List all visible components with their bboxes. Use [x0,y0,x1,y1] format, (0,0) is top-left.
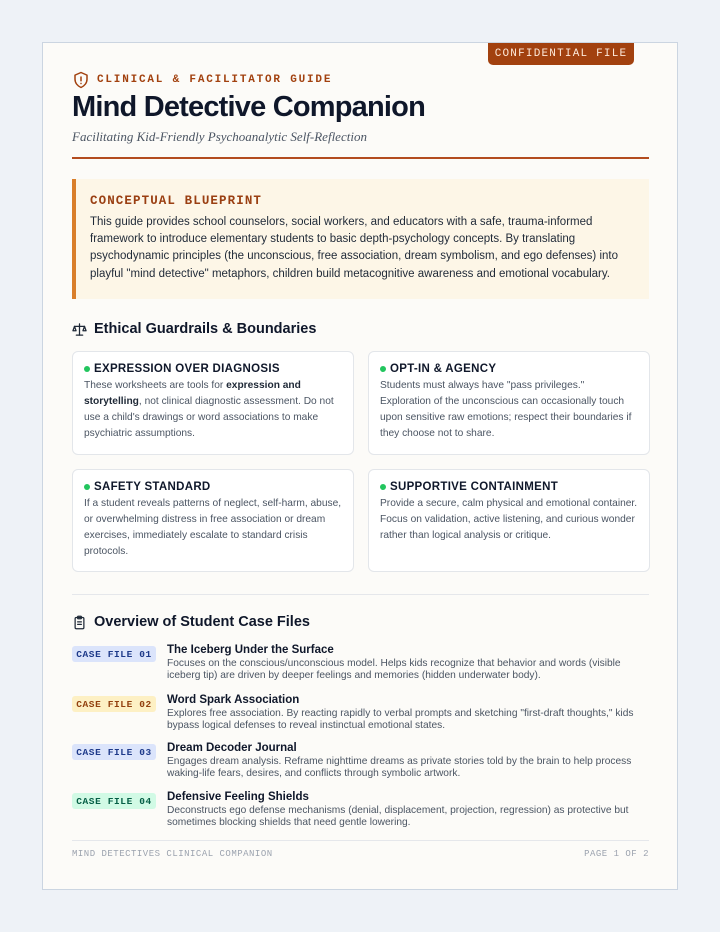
scales-icon [72,322,87,337]
shield-alert-icon [72,71,90,89]
status-dot [84,366,90,372]
page-footer [72,840,649,859]
status-dot [84,484,90,490]
footer-title: MIND DETECTIVES CLINICAL COMPANION [72,849,273,859]
guardrails-heading-label: Ethical Guardrails & Boundaries [94,321,317,337]
cases-heading-label: Overview of Student Case Files [94,614,310,630]
title-rule [72,157,649,159]
guardrail-card-title-row [84,481,342,493]
guardrail-card-body: Students must always have "pass privileges." Exploration of the unconscious can occasionally touch upon sensitive raw emotions; respect their boundaries if they choose not to share. [380,380,632,439]
status-dot [380,484,386,490]
guardrail-card-body-text: , not clinical diagnostic assessment. Do not use a child's drawings or word associations to make psychiatric assumptions. [84,396,334,439]
case-file-badge: CASE FILE 01 [72,646,156,662]
guardrail-card-body-emphasis: expression and storytelling [84,380,301,407]
case-file-item [72,791,649,831]
guardrail-card-title: OPT-IN & AGENCY [390,363,497,375]
page-subtitle: Facilitating Kid-Friendly Psychoanalytic Self-Reflection [72,129,367,144]
cases-heading [72,614,310,630]
page-title: Mind Detective Companion [72,91,425,123]
case-file-description: Explores free association. By reacting rapidly to verbal prompts and sketching "first-draft thoughts," kids bypass logical defenses to reveal instinctual emotional states. [167,708,634,732]
blueprint-body: This guide provides school counselors, social workers, and educators with a safe, trauma-informed framework to introduce elementary students to basic depth-psychology concepts. By translating psychodynamic principles (the unconscious, free association, dream symbolism, and ego defenses) into playful "mind detective" metaphors, children build metacognitive awareness and emotional vocabulary. [90,216,618,280]
blueprint-heading: CONCEPTUAL BLUEPRINT [90,194,263,208]
clipboard-icon [72,615,87,630]
confidential-tab: CONFIDENTIAL FILE [488,43,634,65]
guardrail-card [72,351,354,455]
case-file-badge: CASE FILE 02 [72,696,156,712]
case-file-title: Dream Decoder Journal [167,742,297,754]
case-file-description: Deconstructs ego defense mechanisms (denial, displacement, projection, regression) as protective but sometimes blocking shields that need gentle lowering. [167,805,629,829]
guardrail-card-body [84,378,342,442]
case-file-title: The Iceberg Under the Surface [167,644,334,656]
eyebrow [72,71,332,89]
guardrail-card-body: If a student reveals patterns of neglect, self-harm, abuse, or overwhelming distress in free association or dream exercises, immediately escalate to standard crisis protocols. [84,498,342,557]
document-page [42,42,678,890]
case-file-title: Defensive Feeling Shields [167,791,309,803]
case-file-description: Engages dream analysis. Reframe nighttime dreams as private stories told by the brain to help process waking-life fears, desires, and conflicts through symbolic artwork. [167,756,632,780]
guardrail-card-body-text: These worksheets are tools for [84,380,227,391]
guardrail-card-title: SUPPORTIVE CONTAINMENT [390,481,559,493]
page-number: PAGE 1 OF 2 [584,849,649,859]
case-file-badge: CASE FILE 04 [72,793,156,809]
guardrail-card-title-row [84,363,342,375]
case-file-badge: CASE FILE 03 [72,744,156,760]
section-divider [72,594,649,595]
guardrail-card [72,469,354,572]
conceptual-blueprint [72,179,649,299]
status-dot [380,366,386,372]
case-file-description: Focuses on the conscious/unconscious model. Helps kids recognize that behavior and words (visible iceberg tip) are driven by deeper feelings and memories (hidden underwater body). [167,658,621,682]
guardrail-card-title: SAFETY STANDARD [94,481,211,493]
guardrail-card-title-row [380,363,638,375]
guardrail-card [368,351,650,455]
case-file-item [72,694,649,734]
guardrail-card [368,469,650,572]
guardrail-card-body: Provide a secure, calm physical and emotional container. Focus on validation, active listening, and curious wonder rather than logical analysis or critique. [380,498,638,541]
guardrails-heading [72,321,316,337]
case-file-item [72,644,649,684]
case-file-title: Word Spark Association [167,694,300,706]
eyebrow-label: CLINICAL & FACILITATOR GUIDE [97,74,333,86]
guardrail-card-title-row [380,481,638,493]
case-file-item [72,742,649,782]
guardrail-card-title: EXPRESSION OVER DIAGNOSIS [94,363,280,375]
